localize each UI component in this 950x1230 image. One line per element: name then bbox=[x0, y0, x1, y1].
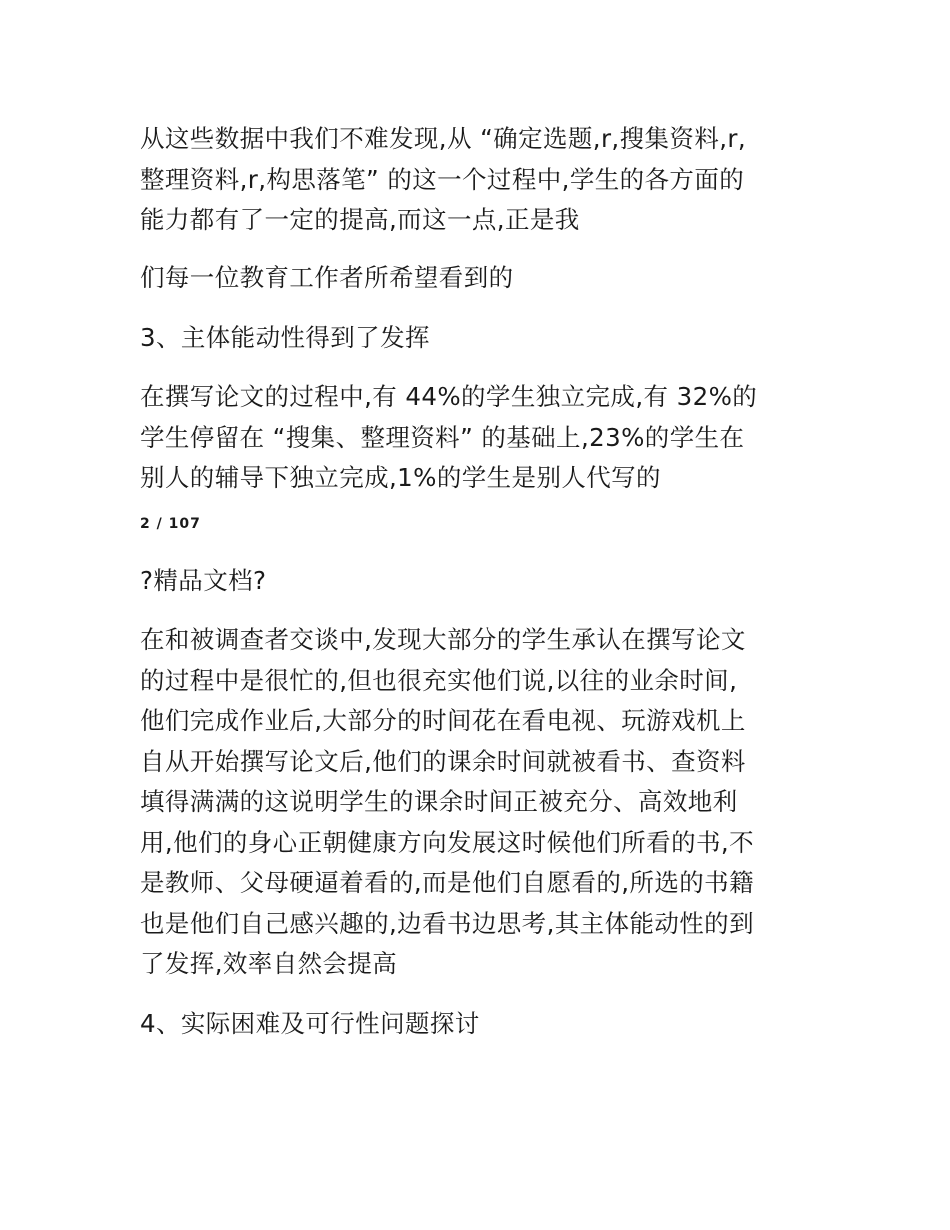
header-mark bbox=[140, 561, 812, 602]
text-line: 能力都有了一定的提高,而这一点,正是我 bbox=[140, 205, 580, 234]
paragraph-interview bbox=[140, 620, 812, 985]
text-line: 填得满满的这说明学生的课余时间正被充分、高效地利 bbox=[140, 787, 738, 816]
text-line: 从这些数据中我们不难发现,从 “确定选题,r,搜集资料,r, bbox=[140, 124, 747, 153]
text-line: 也是他们自己感兴趣的,边看书边思考,其主体能动性的到 bbox=[140, 908, 754, 938]
text-line: 在撰写论文的过程中,有 44%的学生独立完成,有 32%的 bbox=[140, 382, 758, 411]
header-mark-text: ?精品文档? bbox=[140, 566, 267, 595]
text-line: 用,他们的身心正朝健康方向发展这时候他们所看的书,不 bbox=[140, 827, 754, 857]
text-line: 是教师、父母硬逼着看的,而是他们自愿看的,所选的书籍 bbox=[140, 868, 754, 897]
paragraph-statistics bbox=[140, 377, 812, 499]
text-line: 了发挥,效率自然会提高 bbox=[140, 949, 398, 978]
section-heading-3 bbox=[140, 318, 812, 359]
text-line: 自从开始撰写论文后,他们的课余时间就被看书、查资料 bbox=[140, 746, 746, 776]
text-line: 的过程中是很忙的,但也很充实他们说,以往的业余时间, bbox=[140, 665, 738, 695]
paragraph-data-findings bbox=[140, 119, 812, 241]
heading-text: 3、主体能动性得到了发挥 bbox=[140, 323, 430, 352]
paragraph-continuation bbox=[140, 258, 812, 299]
section-heading-4 bbox=[140, 1004, 812, 1045]
page-number: 2 / 107 bbox=[140, 516, 201, 532]
heading-text: 4、实际困难及可行性问题探讨 bbox=[140, 1009, 480, 1038]
text-line: 学生停留在 “搜集、整理资料” 的基础上,23%的学生在 bbox=[140, 422, 745, 452]
text-line: 在和被调查者交谈中,发现大部分的学生承认在撰写论文 bbox=[140, 625, 746, 654]
text-line: 别人的辅导下独立完成,1%的学生是别人代写的 bbox=[140, 463, 661, 492]
text-line: 们每一位教育工作者所希望看到的 bbox=[140, 263, 514, 292]
text-line: 整理资料,r,构思落笔” 的这一个过程中,学生的各方面的 bbox=[140, 164, 745, 194]
text-line: 他们完成作业后,大部分的时间花在看电视、玩游戏机上 bbox=[140, 706, 746, 735]
